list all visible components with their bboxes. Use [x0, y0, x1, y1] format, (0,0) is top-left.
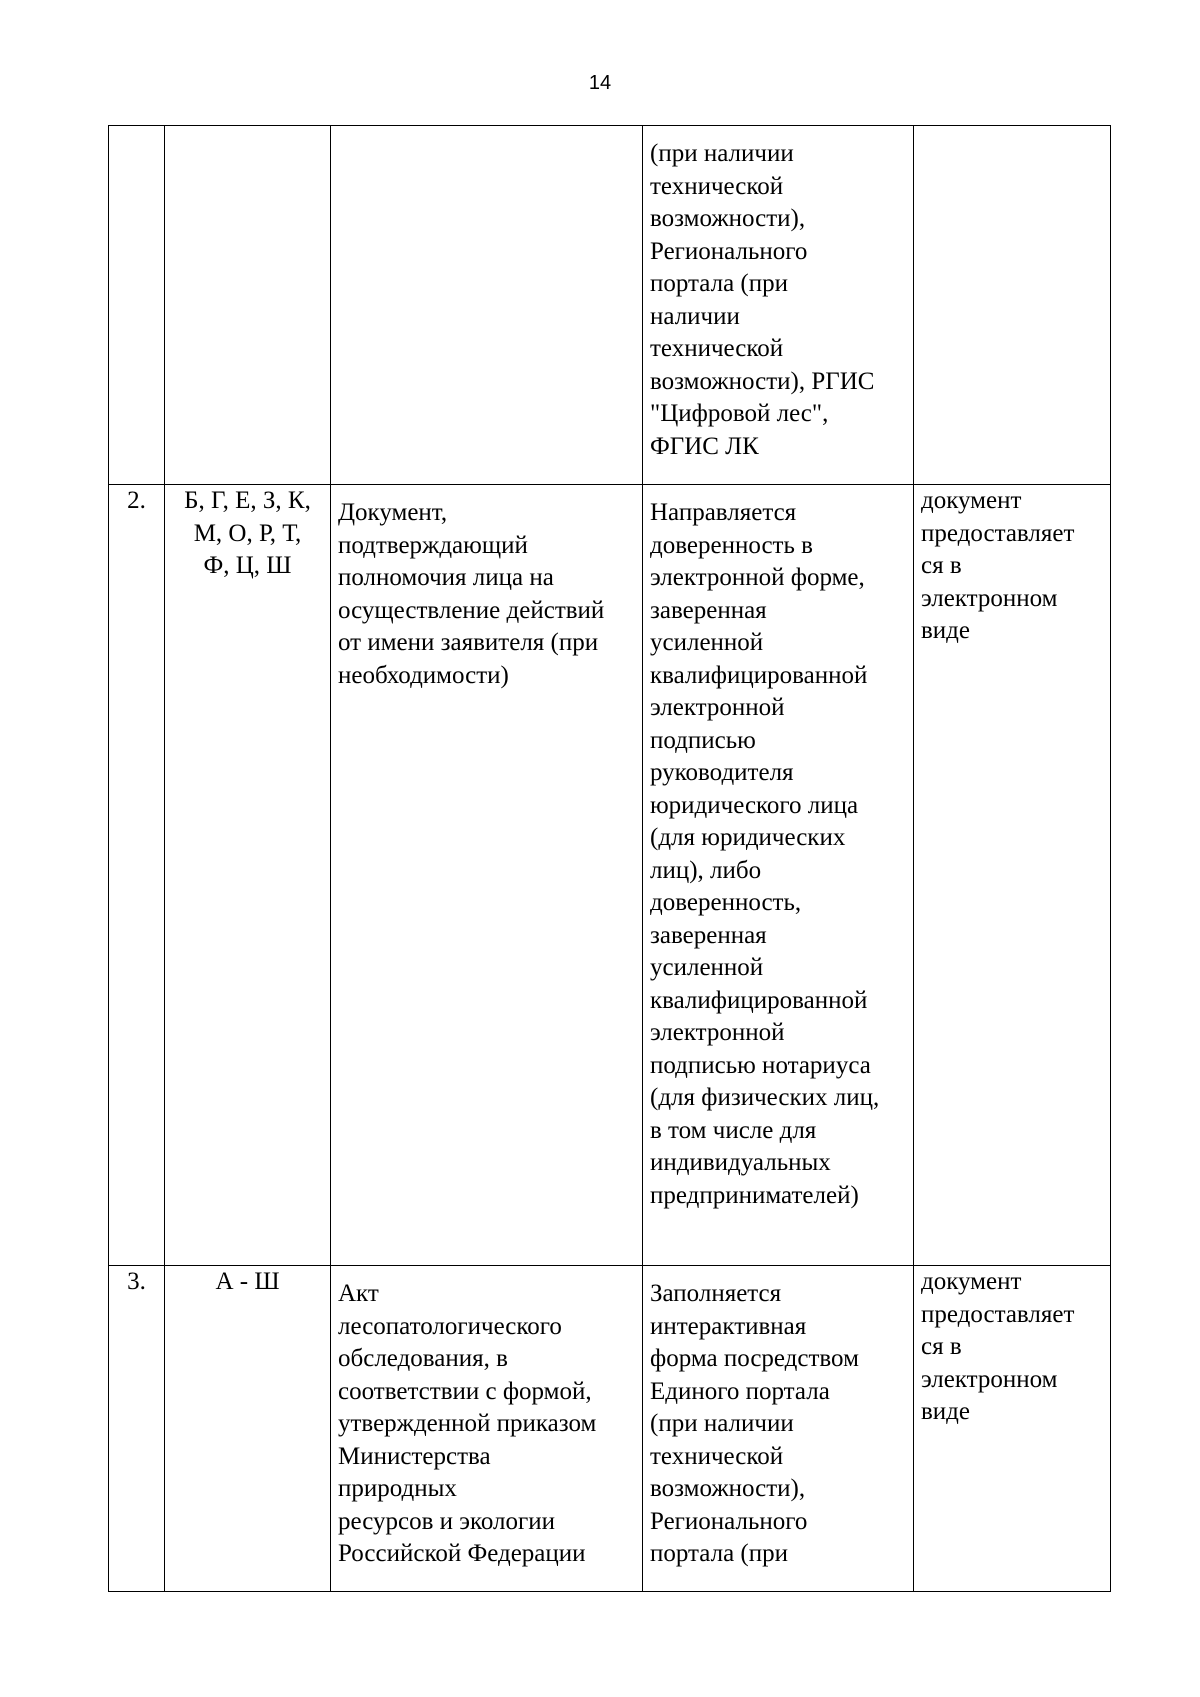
row-note-cell — [914, 126, 1111, 485]
row-note-cell: документ предоставляет ся в электронном виде — [914, 1266, 1111, 1592]
row-note-cell: документ предоставляет ся в электронном виде — [914, 485, 1111, 1266]
row-document-cell: Акт лесопатологического обследования, в соответствии с формой, утвержденной приказом Министерства природных ресурсов и экологии Российской Федерации — [331, 1266, 643, 1592]
row-number-cell: 2. — [109, 485, 165, 1266]
row-document-cell: Документ, подтверждающий полномочия лица на осуществление действий от имени заявителя (при необходимости) — [331, 485, 643, 1266]
table-row — [109, 485, 1111, 1266]
row-codes-cell: Б, Г, Е, З, К, М, О, Р, Т, Ф, Ц, Ш — [165, 485, 331, 1266]
row-document-cell — [331, 126, 643, 485]
row-codes-cell: А - Ш — [165, 1266, 331, 1592]
documents-table — [108, 125, 1111, 1592]
row-number-cell — [109, 126, 165, 485]
row-method-cell: Направляется доверенность в электронной форме, заверенная усиленной квалифицированной электронной подписью руководителя юридического лица (для юридических лиц), либо доверенность, заверенная усиленной квалифицированной электронной подписью нотариуса (для физических лиц, в том числе для индивидуальных предпринимателей) — [643, 485, 914, 1266]
table-row — [109, 1266, 1111, 1592]
row-number-cell: 3. — [109, 1266, 165, 1592]
row-method-cell: Заполняется интерактивная форма посредством Единого портала (при наличии технической возможности), Регионального портала (при — [643, 1266, 914, 1592]
page-number: 14 — [588, 72, 612, 94]
row-method-cell: (при наличии технической возможности), Регионального портала (при наличии технической возможности), РГИС "Цифровой лес", ФГИС ЛК — [643, 126, 914, 485]
row-codes-cell — [165, 126, 331, 485]
table-row — [109, 126, 1111, 485]
